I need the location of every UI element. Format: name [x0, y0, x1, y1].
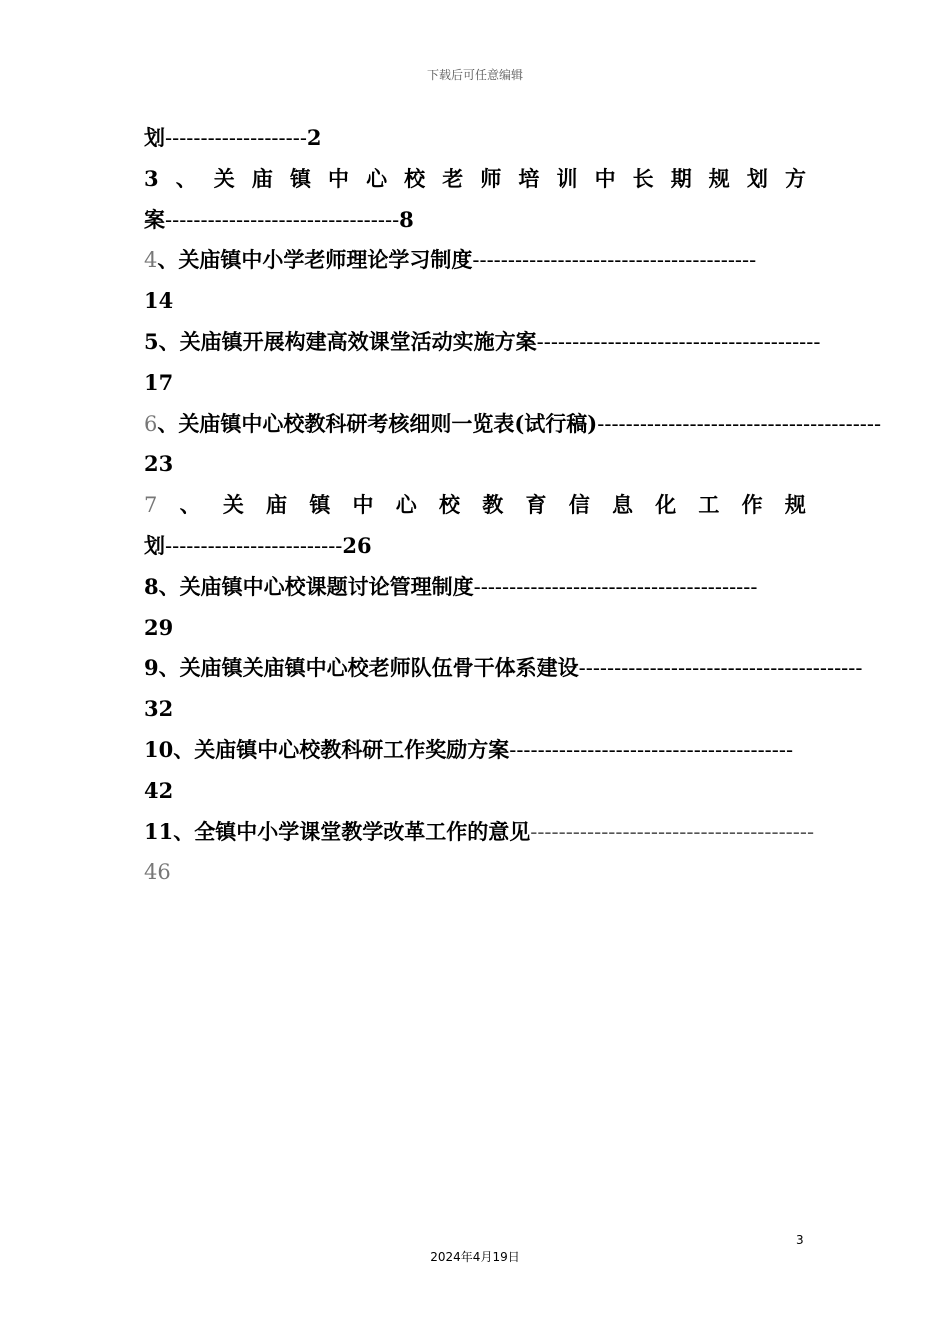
toc-char: 3: [144, 165, 159, 191]
toc-line-6-page: 23: [144, 451, 174, 477]
toc-char: 庙: [266, 492, 288, 518]
page-footer-date: 2024年4月19日: [430, 1250, 520, 1264]
toc-line-5[interactable]: 5、关庙镇开展构建高效课堂活动实施方案 ----------------------------------------: [144, 328, 821, 354]
toc-char: 教: [482, 492, 504, 518]
toc-char: 化: [655, 492, 677, 518]
toc-char: 心: [366, 165, 388, 191]
toc-char: 育: [525, 492, 547, 518]
toc-line-2-cont[interactable]: 划 -------------------- 2: [144, 125, 322, 150]
toc-line-7[interactable]: [144, 485, 806, 526]
toc-char: 、: [179, 492, 201, 518]
toc-line-4[interactable]: 4 、关庙镇中小学老师理论学习制度 ----------------------------------------: [144, 247, 757, 273]
toc-char: 7: [144, 493, 158, 518]
toc-line-9[interactable]: 9、关庙镇关庙镇中心校老师队伍骨干体系建设 ----------------------------------------: [144, 655, 863, 681]
toc-char: 培: [518, 165, 540, 191]
toc-char: 划: [746, 165, 768, 191]
toc-line-6[interactable]: 6 、关庙镇中心校教科研考核细则一览表(试行稿) ----------------------------------------: [144, 410, 882, 436]
toc-char: 中: [328, 165, 350, 191]
toc-char: 中: [352, 492, 374, 518]
toc-line-9-page: 32: [144, 696, 174, 722]
toc-char: 规: [708, 165, 730, 191]
toc-char: 训: [556, 165, 578, 191]
toc-char: 工: [698, 492, 720, 518]
toc-char: 规: [784, 492, 806, 518]
toc-line-11-page: 46: [144, 860, 171, 885]
toc-line-8-page: 29: [144, 614, 174, 640]
toc-char: 关: [222, 492, 244, 518]
toc-char: 作: [741, 492, 763, 518]
page-number: 3: [796, 1233, 804, 1247]
toc-char: 镇: [289, 165, 311, 191]
page-header: 下载后可任意编辑: [426, 68, 523, 82]
toc-line-7-cont[interactable]: 划 ------------------------- 26: [144, 532, 372, 558]
toc-line-4-page: 14: [144, 288, 174, 314]
toc-char: 庙: [251, 165, 273, 191]
toc-char: 方: [784, 165, 806, 191]
toc-char: 息: [611, 492, 633, 518]
toc-line-5-page: 17: [144, 369, 174, 395]
toc-char: 心: [395, 492, 417, 518]
toc-char: 老: [442, 165, 464, 191]
toc-line-3-cont[interactable]: 案 --------------------------------- 8: [144, 206, 414, 232]
toc-char: 长: [632, 165, 654, 191]
toc-char: 关: [213, 165, 235, 191]
toc-char: 信: [568, 492, 590, 518]
toc-char: 校: [404, 165, 426, 191]
toc-char: 、: [175, 165, 197, 191]
toc-char: 校: [439, 492, 461, 518]
toc-char: 镇: [309, 492, 331, 518]
toc-line-8[interactable]: 8、关庙镇中心校课题讨论管理制度 ----------------------------------------: [144, 573, 758, 599]
toc-char: 中: [594, 165, 616, 191]
toc-line-10[interactable]: 10、关庙镇中心校教科研工作奖励方案 ----------------------------------------: [144, 736, 794, 762]
toc-char: 期: [670, 165, 692, 191]
toc-line-10-page: 42: [144, 777, 174, 803]
toc-line-11[interactable]: 11、全镇中小学课堂教学改革工作的意见 ----------------------------------------: [144, 818, 815, 844]
toc-char: 师: [480, 165, 502, 191]
table-of-contents: [144, 118, 882, 893]
toc-line-3[interactable]: [144, 159, 806, 200]
